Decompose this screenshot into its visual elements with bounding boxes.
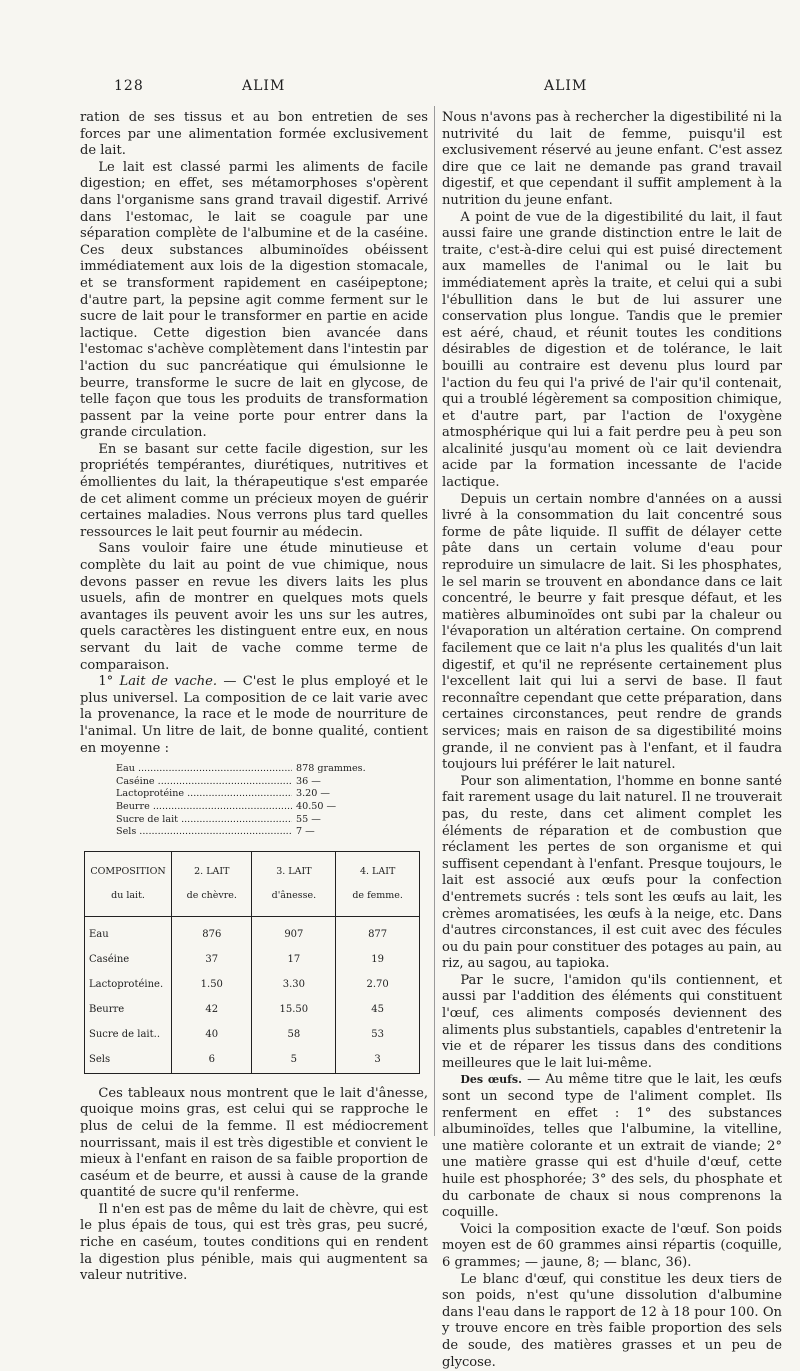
table-row: Lactoprotéine. 1.50 3.30 2.70 (85, 973, 420, 998)
paragraph: Le blanc d'œuf, qui constitue les deux tiers de son poids, n'est qu'une dissolution d'albumine dans l'eau dans le rapport de 12 à 18 pour 100. On y trouve encore en très faible proportion des sels de soude, des matières grasses et un peu de glycose. (442, 1271, 782, 1370)
component-value: 878 grammes. (296, 763, 366, 775)
paragraph (442, 1072, 782, 1221)
table-row: Sucre de lait.. 40 58 53 (85, 1023, 420, 1048)
list-item (116, 763, 376, 776)
paragraph: ration de ses tissus et au bon entretien de ses forces par une alimentation formée exclusivement de lait. (80, 110, 428, 159)
component-name: Eau ..... (116, 763, 292, 776)
component-value: 40.50 — (296, 800, 337, 812)
running-header (0, 78, 800, 98)
component-value: 3.20 — (296, 788, 331, 800)
list-item (116, 826, 376, 839)
column-header: 2. LAIT de chèvre. (172, 851, 252, 916)
column-header: COMPOSITION du lait. (85, 851, 172, 916)
section-title: Lait de vache. (119, 674, 218, 690)
paragraph: Pour son alimentation, l'homme en bonne santé fait rarement usage du lait naturel. Il ne trouverait pas, du reste, dans cet aliment complet les éléments de réparation et de combustion que réclament les pertes de son organisme et qui suffisent cependant à l'enfant. Presque toujours, le lait est associé aux œufs pour la confection d'entremets sucrés : tels sont les œufs au lait, les crèmes aromatisées, les œufs à la neige, etc. Dans d'autres circonstances, il est cuit avec des fécules ou du pain pour constituer des potages au pain, au riz, au sagou, au tapioka. (442, 773, 782, 972)
paragraph: Ces tableaux nous montrent que le lait d'ânesse, quoique moins gras, est celui qui se rapproche le plus de celui de la femme. Il est médiocrement nourrissant, mais il est très digestible et convient le mieux à l'enfant en raison de sa faible proportion de caséum et de beurre, et aussi à cause de la grande quantité de sucre qu'il renferme. (80, 1085, 428, 1201)
list-item (116, 801, 376, 814)
running-title-right: ALIM (544, 78, 588, 94)
paragraph: Il n'en est pas de même du lait de chèvre, qui est le plus épais de tous, qui est très gras, peu sucré, riche en caséum, toutes conditions qui en rendent la digestion plus pénible, mais qui augmentent sa valeur nutritive. (80, 1201, 428, 1284)
paragraph (80, 674, 428, 757)
running-title-left: ALIM (242, 78, 286, 94)
table-row: Eau 876 907 877 (85, 916, 420, 948)
table-row: Beurre 42 15.50 45 (85, 998, 420, 1023)
paragraph: En se basant sur cette facile digestion, sur les propriétés tempérantes, diurétiques, nutritives et émollientes du lait, la thérapeutique s'est emparée de cet aliment comme un précieux moyen de guérir certaines maladies. Nous verrons plus tard quelles ressources le lait peut fournir au médecin. (80, 441, 428, 540)
table-header-row (85, 851, 420, 916)
left-column (80, 110, 428, 1285)
table-row: Sels 6 5 3 (85, 1048, 420, 1074)
component-value: 55 — (296, 813, 321, 825)
paragraph: Le lait est classé parmi les aliments de facile digestion; en effet, ses métamorphoses s'opèrent dans l'organisme sans grand travail digestif. Arrivé dans l'estomac, le lait se coagule par une séparation complète de l'albumine et de la caséine. Ces deux substances albuminoïdes obéissent immédiatement aux lois de la digestion stomacale, et se transforment rapidement en caséipeptone; d'autre part, la pepsine agit comme ferment sur le sucre de lait pour le transformer en partie en acide lactique. Cette digestion bien avancée dans l'estomac s'achève complètement dans l'intestin par l'action du suc pancréatique qui émulsionne le beurre, transforme le sucre de lait en glycose, de telle façon que tous les produits de transformation passent par la veine porte pour entrer dans la grande circulation. (80, 159, 428, 441)
component-name: Caséine ..... (116, 776, 292, 789)
milk-comparison-table (84, 851, 420, 1074)
component-name: Lactoprotéine ..... (116, 788, 292, 801)
item-number: 1° (98, 674, 120, 690)
right-column (442, 110, 782, 1371)
column-header: 4. LAIT de femme. (336, 851, 420, 916)
list-item (116, 776, 376, 789)
section-title: Des œufs. (460, 1073, 522, 1087)
component-value: 7 — (296, 826, 315, 838)
paragraph: A point de vue de la digestibilité du lait, il faut aussi faire une grande distinction entre le lait de traite, c'est-à-dire celui qui est puisé directement aux mamelles de l'animal ou le lait bu immédiatement après la traite, et celui qui a subi l'ébullition dans le but de lui assurer une conservation plus longue. Tandis que le premier est aéré, chaud, et réunit toutes les conditions désirables de digestion et de tolérance, le lait bouilli au contraire est devenu plus lourd par l'action du feu qui l'a privé de l'air qu'il contenait, qui a troublé légèrement sa composition chimique, et d'autre part, par l'action de l'oxygène atmosphérique qui lui a fait perdre peu à peu son alcalinité jusqu'au moment où ce lait deviendra acide par la formation incessante de l'acide lactique. (442, 209, 782, 491)
component-name: Sucre de lait ..... (116, 814, 292, 827)
component-name: Beurre ..... (116, 801, 292, 814)
component-value: 36 — (296, 775, 321, 787)
component-name: Sels ..... (116, 826, 292, 839)
page-number: 128 (114, 78, 144, 94)
cow-milk-composition-list (116, 763, 376, 839)
column-divider (434, 106, 435, 1136)
paragraph-text: — C'est le plus employé et le plus universel. La composition de ce lait varie avec la provenance, la race et le mode de nourriture de l'animal. Un litre de lait, de bonne qualité, contient en moyenne : (80, 674, 428, 756)
list-item (116, 814, 376, 827)
paragraph: Voici la composition exacte de l'œuf. Son poids moyen est de 60 grammes ainsi répartis (coquille, 6 grammes; — jaune, 8; — blanc, 36). (442, 1221, 782, 1270)
paragraph: Depuis un certain nombre d'années on a aussi livré à la consommation du lait concentré sous forme de pâte liquide. Il suffit de délayer cette pâte dans un certain volume d'eau pour reproduire un simulacre de lait. Si les phosphates, le sel marin se trouvent en abondance dans ce lait concentré, le beurre y fait presque défaut, et les matières albuminoïdes ont subi par la chaleur ou l'évaporation un altération certaine. On comprend facilement que ce lait n'a plus les qualités d'un lait digestif, et qu'il ne représente certainement plus l'excellent lait qui lui a servi de base. Il faut reconnaître cependant que cette préparation, dans certaines circonstances, peut rendre de grands services; mais en raison de sa digestibilité moins grande, il ne convient pas à l'enfant, et il faudra toujours lui préférer le lait naturel. (442, 491, 782, 773)
paragraph: Nous n'avons pas à rechercher la digestibilité ni la nutrivité du lait de femme, puisqu'il est exclusivement réservé au jeune enfant. C'est assez dire que ce lait ne demande pas grand travail digestif, et que cependant il suffit amplement à la nutrition du jeune enfant. (442, 110, 782, 208)
paragraph-text: — Au même titre que le lait, les œufs sont un second type de l'aliment complet. Ils renferment en effet : 1° des substances albuminoïdes, telles que l'albumine, la vitelline, une matière colorante et un extrait de viande; 2° une matière grasse qui est d'huile d'œuf, cette huile est phosphorée; 3° des sels, du phosphate et du carbonate de chaux si nous comprenons la coquille. (442, 1072, 782, 1221)
column-header: 3. LAIT d'ânesse. (252, 851, 336, 916)
paragraph: Par le sucre, l'amidon qu'ils contiennent, et aussi par l'addition des éléments qui constituent l'œuf, ces aliments composés deviennent des aliments plus substantiels, capables d'entretenir la vie et de réparer les tissus dans des conditions meilleures que le lait lui-même. (442, 972, 782, 1071)
paragraph: Sans vouloir faire une étude minutieuse et complète du lait au point de vue chimique, nous devons passer en revue les divers laits les plus usuels, afin de montrer en quelques mots quels avantages ils peuvent avoir les uns sur les autres, quels caractères les distinguent entre eux, en nous servant du lait de vache comme terme de comparaison. (80, 541, 428, 673)
table-row: Caséine 37 17 19 (85, 948, 420, 973)
list-item (116, 788, 376, 801)
